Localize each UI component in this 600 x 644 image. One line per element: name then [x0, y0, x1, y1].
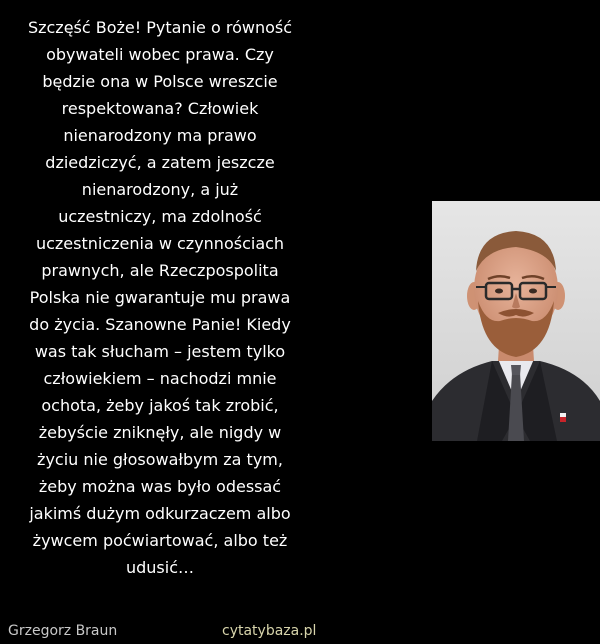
quote-line: do życia. Szanowne Panie! Kiedy	[29, 315, 291, 334]
quote-line: obywateli wobec prawa. Czy	[46, 45, 274, 64]
site-link[interactable]: cytatybaza.pl	[222, 623, 317, 639]
quote-text	[0, 14, 320, 581]
quote-line: jakimś dużym odkurzaczem albo	[29, 504, 291, 523]
quote-line: ochota, żeby jakoś tak zrobić,	[41, 396, 279, 415]
author-portrait	[432, 201, 600, 441]
portrait-photo-icon	[432, 201, 600, 441]
quote-line: prawnych, ale Rzeczpospolita	[41, 261, 279, 280]
quote-line: uczestniczy, ma zdolność	[58, 207, 262, 226]
quote-line: Szczęść Boże! Pytanie o równość	[27, 18, 293, 37]
quote-line: udusić…	[125, 558, 194, 577]
author-link[interactable]: Grzegorz Braun	[8, 623, 118, 639]
quote-line: Polska nie gwarantuje mu prawa	[29, 288, 291, 307]
quote-line: respektowana? Człowiek	[61, 99, 259, 118]
quote-line: uczestniczenia w czynnościach	[35, 234, 285, 253]
quote-line: dziedziczyć, a zatem jeszcze	[45, 153, 275, 172]
quote-line: będzie ona w Polsce wreszcie	[42, 72, 278, 91]
quote-line: żeby można was było odessać	[38, 477, 282, 496]
quote-line: życiu nie głosowałbym za tym,	[37, 450, 283, 469]
quote-line: człowiekiem – nachodzi mnie	[43, 369, 277, 388]
quote-line: żywcem poćwiartować, albo też	[32, 531, 288, 550]
quote-line: żebyście zniknęły, ale nigdy w	[38, 423, 282, 442]
quote-line: nienarodzony, a już	[81, 180, 239, 199]
quote-line: nienarodzony ma prawo	[63, 126, 257, 145]
quote-line: was tak słucham – jestem tylko	[34, 342, 286, 361]
